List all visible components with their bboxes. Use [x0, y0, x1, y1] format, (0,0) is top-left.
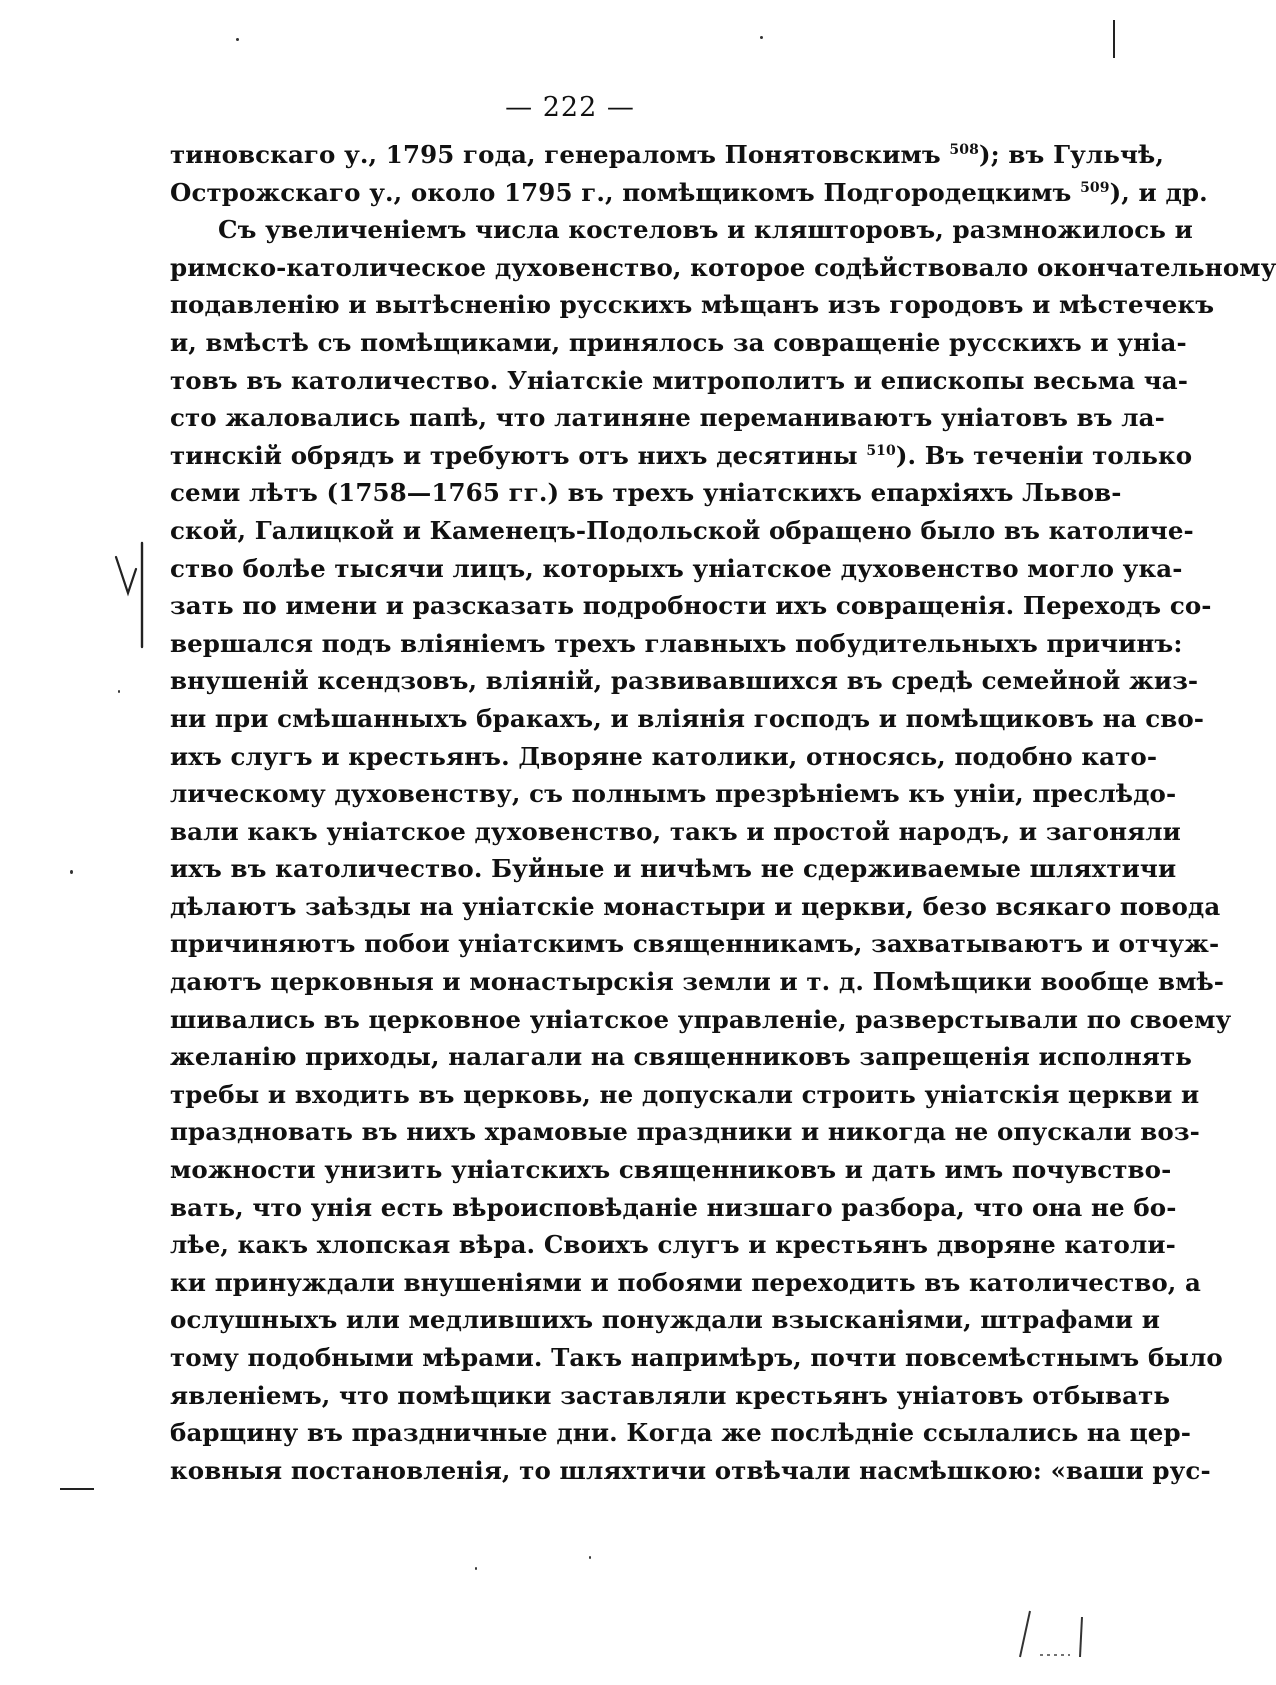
- text-line: [170, 286, 1215, 324]
- footnote-reference: 508: [949, 141, 979, 158]
- line-text-continuation: ). Въ теченіи только: [895, 440, 1193, 470]
- line-text: ихъ слугъ и крестьянъ. Дворяне католики, относясь, подобно като-: [170, 741, 1158, 771]
- scan-edge-mark: [60, 1488, 94, 1490]
- text-line: [170, 437, 1193, 475]
- text-line: [170, 888, 1221, 926]
- line-text-continuation: ), и др.: [1109, 177, 1208, 207]
- text-line: [170, 813, 1181, 851]
- line-text: причиняютъ побои уніатскимъ священникамъ, захватываютъ и отчуж-: [170, 929, 1220, 959]
- text-line: [170, 474, 1122, 512]
- text-line: [170, 1189, 1177, 1227]
- line-text: лѣе, какъ хлопская вѣра. Своихъ слугъ и крестьянъ дворяне католи-: [170, 1230, 1176, 1260]
- line-text: ковныя постановленія, то шляхтичи отвѣчали насмѣшкою: «ваши рус-: [170, 1455, 1211, 1485]
- line-text: можности унизить уніатскихъ священниковъ и дать имъ почувство-: [170, 1155, 1172, 1185]
- line-text: римско-католическое духовенство, которое содѣйствовало окончательному: [170, 252, 1276, 282]
- scan-speck: [589, 1556, 591, 1559]
- text-line: [170, 550, 1183, 588]
- line-text: тинскій обрядъ и требуютъ отъ нихъ десятины: [170, 440, 867, 470]
- scan-speck: [236, 38, 239, 41]
- line-text: Съ увеличеніемъ числа костеловъ и кляшторовъ, размножилось и: [218, 215, 1193, 245]
- line-text: требы и входить въ церковь, не допускали строить уніатскія церкви и: [170, 1079, 1200, 1109]
- line-text: ство болѣе тысячи лицъ, которыхъ уніатское духовенство могло ука-: [170, 553, 1183, 583]
- line-text: явленіемъ, что помѣщики заставляли крестьянъ уніатовъ отбывать: [170, 1380, 1171, 1410]
- line-text: шивались въ церковное уніатское управленіе, разверстывали по своему: [170, 1004, 1232, 1034]
- text-line: [170, 1339, 1223, 1377]
- text-line: [170, 925, 1220, 963]
- text-line: [170, 963, 1225, 1001]
- text-line: [170, 324, 1187, 362]
- scan-speck: [70, 870, 73, 874]
- text-line: [170, 587, 1212, 625]
- line-text: барщину въ праздничные дни. Когда же послѣдніе ссылались на цер-: [170, 1418, 1191, 1448]
- text-line: [170, 738, 1158, 776]
- line-text: семи лѣтъ (1758—1765 гг.) въ трехъ уніатскихъ епархіяхъ Львов-: [170, 478, 1122, 508]
- margin-checkmark: [112, 535, 162, 655]
- text-line: [170, 174, 1208, 212]
- line-text: ихъ въ католичество. Буйные и ничѣмъ не сдерживаемые шляхтичи: [170, 854, 1177, 884]
- text-line: [170, 700, 1205, 738]
- line-text: тому подобными мѣрами. Такъ напримѣръ, почти повсемѣстнымъ было: [170, 1343, 1223, 1372]
- line-text: ослушныхъ или медлившихъ понуждали взысканіями, штрафами и: [170, 1305, 1161, 1335]
- line-text: даютъ церковныя и монастырскія земли и т. д. Помѣщики вообще вмѣ-: [170, 967, 1225, 997]
- text-line: [170, 850, 1177, 888]
- line-text: подавленію и вытѣсненію русскихъ мѣщанъ изъ городовъ и мѣстечекъ: [170, 290, 1215, 320]
- line-text: вали какъ уніатское духовенство, такъ и простой народъ, и загоняли: [170, 816, 1181, 846]
- text-line: [170, 1452, 1211, 1490]
- text-line: [170, 512, 1194, 550]
- line-text: желанію приходы, налагали на священниковъ запрещенія исполнять: [170, 1042, 1193, 1072]
- text-line: [170, 136, 1164, 174]
- line-text-continuation: ); въ Гульчѣ,: [978, 140, 1164, 169]
- text-line: [170, 1113, 1200, 1151]
- text-line: [170, 1001, 1232, 1039]
- line-text: сто жаловались папѣ, что латиняне переманиваютъ уніатовъ въ ла-: [170, 403, 1165, 433]
- line-text: Острожскаго у., около 1795 г., помѣщикомъ Подгородецкимъ: [170, 177, 1081, 207]
- text-line: [170, 249, 1276, 287]
- line-text: ской, Галицкой и Каменецъ-Подольской обращено было въ католиче-: [170, 515, 1194, 545]
- text-line: [170, 775, 1177, 813]
- text-line: [170, 1226, 1176, 1264]
- line-text: вершался подъ вліяніемъ трехъ главныхъ побудительныхъ причинъ:: [170, 628, 1183, 658]
- scan-speck: [760, 36, 763, 39]
- text-line: [170, 362, 1189, 400]
- scan-speck: [475, 1567, 477, 1570]
- footnote-reference: 509: [1080, 179, 1110, 196]
- scan-edge-mark: [1113, 20, 1115, 58]
- text-line: [170, 1038, 1193, 1076]
- line-text: лическому духовенству, съ полнымъ презрѣніемъ къ уніи, преслѣдо-: [170, 779, 1177, 809]
- text-line: [170, 211, 1193, 249]
- body-text: [170, 136, 1276, 1489]
- footnote-reference: 510: [866, 442, 896, 459]
- line-text: тиновскаго у., 1795 года, генераломъ Понятовскимъ: [170, 140, 950, 169]
- text-line: [170, 1414, 1191, 1452]
- line-text: и, вмѣстѣ съ помѣщиками, принялось за совращеніе русскихъ и уніа-: [170, 327, 1187, 357]
- line-text: праздновать въ нихъ храмовые праздники и никогда не опускали воз-: [170, 1117, 1200, 1147]
- line-text: внушеній ксендзовъ, вліяній, развивавшихся въ средѣ семейной жиз-: [170, 666, 1199, 696]
- text-line: [170, 625, 1183, 663]
- text-line: [170, 399, 1165, 437]
- pencil-scribble: [1010, 1605, 1100, 1665]
- line-text: ни при смѣшанныхъ бракахъ, и вліянія господъ и помѣщиковъ на сво-: [170, 703, 1205, 733]
- text-line: [170, 1264, 1202, 1302]
- text-line: [170, 1076, 1200, 1114]
- line-text: ки принуждали внушеніями и побоями переходить въ католичество, а: [170, 1267, 1202, 1297]
- scan-speck: [118, 690, 120, 693]
- page-number: — 222 —: [505, 92, 635, 123]
- line-text: товъ въ католичество. Уніатскіе митрополитъ и епископы весьма ча-: [170, 365, 1189, 395]
- text-line: [170, 1301, 1161, 1339]
- line-text: дѣлаютъ заѣзды на уніатскіе монастыри и церкви, безо всякаго повода: [170, 891, 1221, 921]
- line-text: вать, что унія есть вѣроисповѣданіе низшаго разбора, что она не бо-: [170, 1192, 1177, 1222]
- text-line: [170, 1377, 1171, 1415]
- text-line: [170, 662, 1199, 700]
- line-text: зать по имени и разсказать подробности ихъ совращенія. Переходъ со-: [170, 591, 1212, 621]
- text-line: [170, 1151, 1172, 1189]
